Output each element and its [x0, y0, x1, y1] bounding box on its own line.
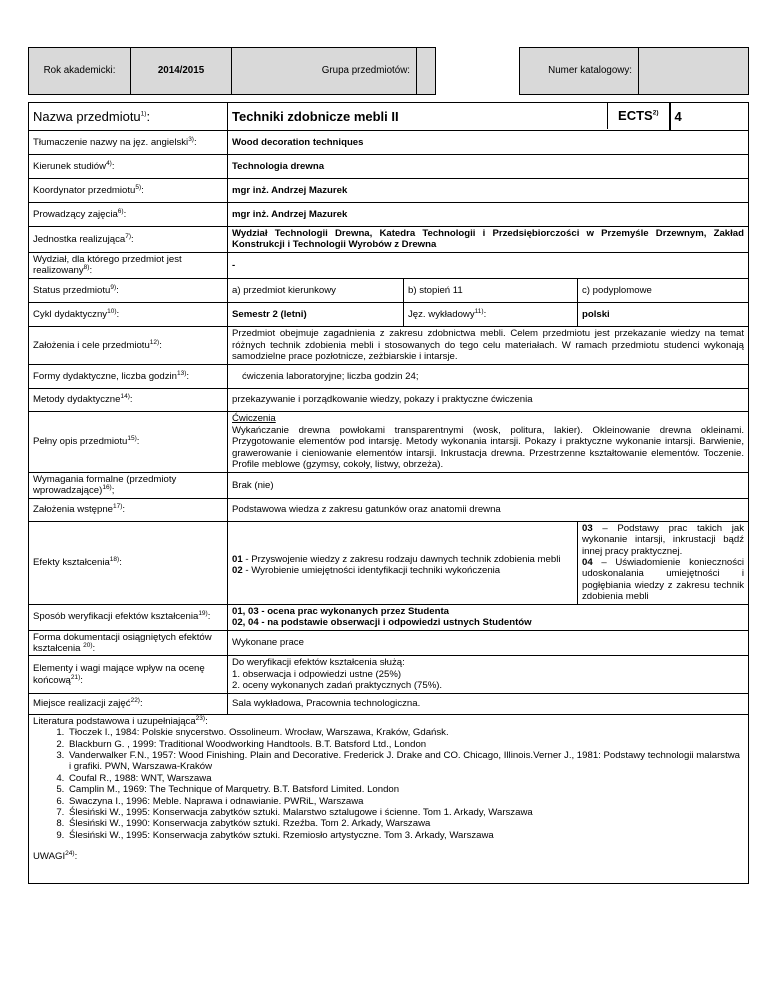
literature-item: 4. Coufal R., 1988: WNT, Warszawa: [67, 773, 744, 784]
grupa-value: [417, 48, 436, 95]
literature-item: 7. Ślesiński W., 1995: Konserwacja zabytków sztuki. Malarstwo sztalugowe i ścienne. Tom 1. Arkady, Warszawa: [67, 807, 744, 818]
status-b: b) stopień 11: [404, 278, 578, 302]
cykl-value: Semestr 2 (letni): [228, 302, 404, 326]
opis-label: Pełny opis przedmiotu$^{15)}$:: [29, 411, 228, 472]
literature-item: 6. Swaczyna I., 1996: Meble. Naprawa i odnawianie. PWRiL, Warszawa: [67, 796, 744, 807]
jez-label: Jęz. wykładowy$^{11)}$:: [404, 302, 578, 326]
rok-value: 2014/2015: [131, 48, 232, 95]
formy-label: Formy dydaktyczne, liczba godzin$^{13)}$:: [29, 364, 228, 388]
forma-label: Forma dokumentacji osiągniętych efektów kształcenia $^{20)}$:: [29, 630, 228, 656]
formy-value: ćwiczenia laboratoryjne; liczba godzin 24;: [228, 364, 749, 388]
efekty-right: [578, 521, 749, 604]
status-label: Status przedmiotu$^{9)}$:: [29, 278, 228, 302]
metody-value: przekazywanie i porządkowanie wiedzy, pokazy i praktyczne ćwiczenia: [228, 388, 749, 411]
ects-value: 4: [670, 103, 749, 131]
ects-label: ECTS$^{2)}$: [607, 103, 668, 129]
elem-line-1: Do weryfikacji efektów kształcenia służą:: [232, 657, 405, 669]
tlum-label: Tłumaczenie nazwy na jęz. angielski$^{3)}$:: [29, 131, 228, 155]
numer-value: [639, 48, 749, 95]
wydz-label: Wydział, dla którego przedmiot jest realizowany$^{8)}$:: [29, 252, 228, 278]
koord-label: Koordynator przedmiotu$^{5)}$:: [29, 179, 228, 203]
prow-value: mgr inż. Andrzej Mazurek: [228, 203, 749, 227]
efekt-03: 03 – Podstawy prac takich jak wykonanie intarsji, inkrustacji bądź innej pracy praktycznej.: [582, 522, 744, 557]
elem-line-2: 1. obserwacja i odpowiedzi ustne (25%): [232, 668, 402, 680]
rok-label: Rok akademicki:: [29, 48, 131, 95]
cykl-label: Cykl dydaktyczny$^{10)}$:: [29, 302, 228, 326]
spos-value: [228, 604, 749, 630]
kier-label: Kierunek studiów$^{4)}$:: [29, 155, 228, 179]
literature-item: 3. Vanderwalker F.N., 1957: Wood Finishing. Plain and Decorative. Frederick J. Drake and CO. Chicago, Illinois.Verner J., 1981: Podstawy technologii malarstwa i grafiki. PWN, Warszawa-Kraków: [67, 750, 744, 773]
gap-cell: [436, 48, 520, 95]
jez-value: polski: [578, 302, 749, 326]
metody-label: Metody dydaktyczne$^{14)}$:: [29, 388, 228, 411]
elem-line-3: 2. oceny wykonanych zadań praktycznych (75%).: [232, 680, 443, 692]
spos-line-2: 02, 04 - na podstawie obserwacji i odpowiedzi ustnych Studentów: [232, 617, 532, 629]
jedn-label: Jednostka realizująca$^{7)}$:: [29, 227, 228, 253]
opis-value: [228, 411, 749, 472]
efekty-label: Efekty kształcenia$^{18)}$:: [29, 521, 228, 604]
zal-label: Założenia i cele przedmiotu$^{12)}$:: [29, 326, 228, 364]
tlum-value: Wood decoration techniques: [228, 131, 749, 155]
wydz-value: -: [228, 252, 749, 278]
wym-label: Wymagania formalne (przedmioty wprowadzające)$^{16)}$;: [29, 472, 228, 498]
miejsce-value: Sala wykładowa, Pracownia technologiczna.: [228, 693, 749, 714]
uwagi-label: UWAGI$^{24)}$:: [33, 849, 78, 863]
opis-text: Wykańczanie drewna powłokami transparentnymi (wosk, politura, lakier). Okleinowanie drewna okleinami. Przygotowanie elementów pod intarsję. Metody wykonania intarsji. Pokazy i praktyczne wykonanie intarsji. Barwienie, grawerowanie i cieniowanie elementów intarsji. Inkrustacja drewna. Przestrzenne kształtowanie elementów. Toczenie. Profile meblowe (gzymsy, cokoły, listwy, obrzeża).: [232, 424, 744, 470]
numer-label: Numer katalogowy:: [520, 48, 639, 95]
efekt-02: 02 - Wyrobienie umiejętności identyfikacji techniki wykończenia: [232, 565, 501, 577]
literature-cell: [29, 714, 749, 883]
prow-label: Prowadzący zajęcia$^{6)}$:: [29, 203, 228, 227]
literature-list: [33, 727, 744, 841]
literature-label: Literatura podstawowa i uzupełniająca$^{23)}$:: [33, 714, 208, 727]
wym-value: Brak (nie): [228, 472, 749, 498]
miejsce-label: Miejsce realizacji zajęć$^{22)}$:: [29, 693, 228, 714]
literature-item: 8. Ślesiński W., 1990: Konserwacja zabytków sztuki. Rzeźba. Tom 2. Arkady, Warszawa: [67, 818, 744, 829]
title-row: [29, 103, 749, 131]
spos-label: Sposób weryfikacji efektów kształcenia$^{19)}$:: [29, 604, 228, 630]
opis-heading: Ćwiczenia: [232, 413, 276, 425]
zalw-value: Podstawowa wiedza z zakresu gatunków oraz anatomii drewna: [228, 498, 749, 521]
status-a: a) przedmiot kierunkowy: [228, 278, 404, 302]
kier-value: Technologia drewna: [228, 155, 749, 179]
header-table: [28, 47, 749, 95]
efekt-01: 01 - Przyswojenie wiedzy z zakresu rodzaju dawnych technik zdobienia mebli: [232, 553, 561, 565]
elem-value: [228, 656, 749, 693]
koord-value: mgr inż. Andrzej Mazurek: [228, 179, 749, 203]
nazwa-value: Techniki zdobnicze mebli II ECTS$^{2)}$: [228, 103, 670, 131]
literature-item: 5. Camplin M., 1969: The Technique of Marquetry. B.T. Batsford Limited. London: [67, 784, 744, 795]
efekty-left: [228, 521, 578, 604]
literature-item: 9. Ślesiński W., 1995: Konserwacja zabytków sztuki. Rzemiosło artystyczne. Tom 3. Arkady, Warszawa: [67, 830, 744, 841]
nazwa-label: Nazwa przedmiotu$^{1)}$:: [29, 103, 228, 131]
elem-label: Elementy i wagi mające wpływ na ocenę końcową$^{21)}$:: [29, 656, 228, 693]
grupa-label: Grupa przedmiotów:: [232, 48, 417, 95]
jedn-value: Wydział Technologii Drewna, Katedra Technologii i Przedsiębiorczości w Przemyśle Drzewnym, Zakład Konstrukcji i Technologii Wyrobów z Drewna: [228, 227, 749, 253]
literature-item: 1. Tłoczek I., 1984: Polskie snycerstwo. Ossolineum. Wrocław, Warszawa, Kraków, Gdańsk.: [67, 727, 744, 738]
spos-line-1: 01, 03 - ocena prac wykonanych przez Studenta: [232, 605, 449, 617]
zalw-label: Założenia wstępne$^{17)}$:: [29, 498, 228, 521]
literature-item: 2. Blackburn G. , 1999: Traditional Woodworking Handtools. B.T. Batsford Ltd., London: [67, 739, 744, 750]
status-c: c) podyplomowe: [578, 278, 749, 302]
forma-value: Wykonane prace: [228, 630, 749, 656]
course-table: [28, 102, 749, 884]
zal-value: Przedmiot obejmuje zagadnienia z zakresu zdobnictwa mebli. Celem przedmiotu jest przekazanie wiedzy na temat różnych technik zdobienia mebli i stosowanych do tego celu materiałach. W ramach przedmiotu studenci wykonają samodzielne prace pozłotnicze, zeżbiarskie i intarsje.: [228, 326, 749, 364]
efekt-04: 04 – Uświadomienie konieczności udoskonalania umiejętności i pogłębiania wiedzy z zakresu technik zdobienia mebli: [582, 557, 744, 603]
